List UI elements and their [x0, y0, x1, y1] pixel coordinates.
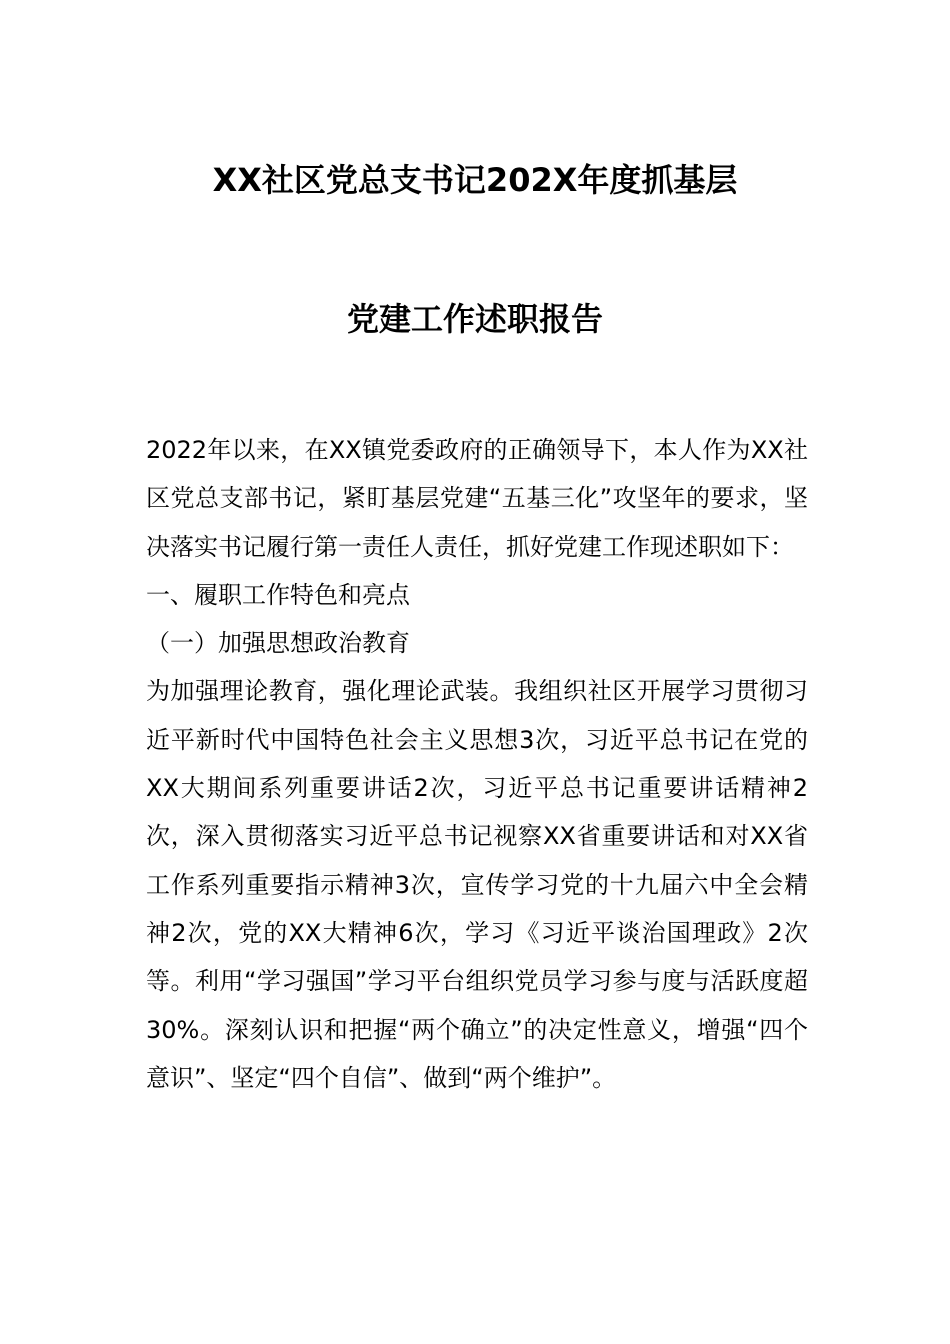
document-title-line-2: 党建工作述职报告: [346, 300, 603, 338]
document-title-line-1: XX社区党总支书记202X年度抓基层: [212, 161, 738, 199]
body-paragraph: 为加强理论教育，强化理论武装。我组织社区开展学习贯彻习近平新时代中国特色社会主义思想3次，习近平总书记在党的XX大期间系列重要讲话2次，习近平总书记重要讲话精神2次，深入贯彻落实习近平总书记视察XX省重要讲话和对XX省工作系列重要指示精神3次，宣传学习党的十九届六中全会精神2次，党的XX大精神6次，学习《习近平谈治国理政》2次等。利用“学习强国”学习平台组织党员学习参与度与活跃度超30%。深刻认识和把握“两个确立”的决定性意义，增强“四个意识”、坚定“四个自信”、做到“两个维护”。: [146, 677, 808, 1092]
document-body: [146, 426, 808, 1102]
subsection-heading: （一）加强思想政治教育: [146, 629, 410, 658]
section-heading: 一、履职工作特色和亮点: [146, 580, 410, 609]
intro-paragraph: 2022年以来，在XX镇党委政府的正确领导下，本人作为XX社区党总支部书记，紧盯基层党建“五基三化”攻坚年的要求，坚决落实书记履行第一责任人责任，抓好党建工作现述职如下：: [146, 436, 808, 561]
